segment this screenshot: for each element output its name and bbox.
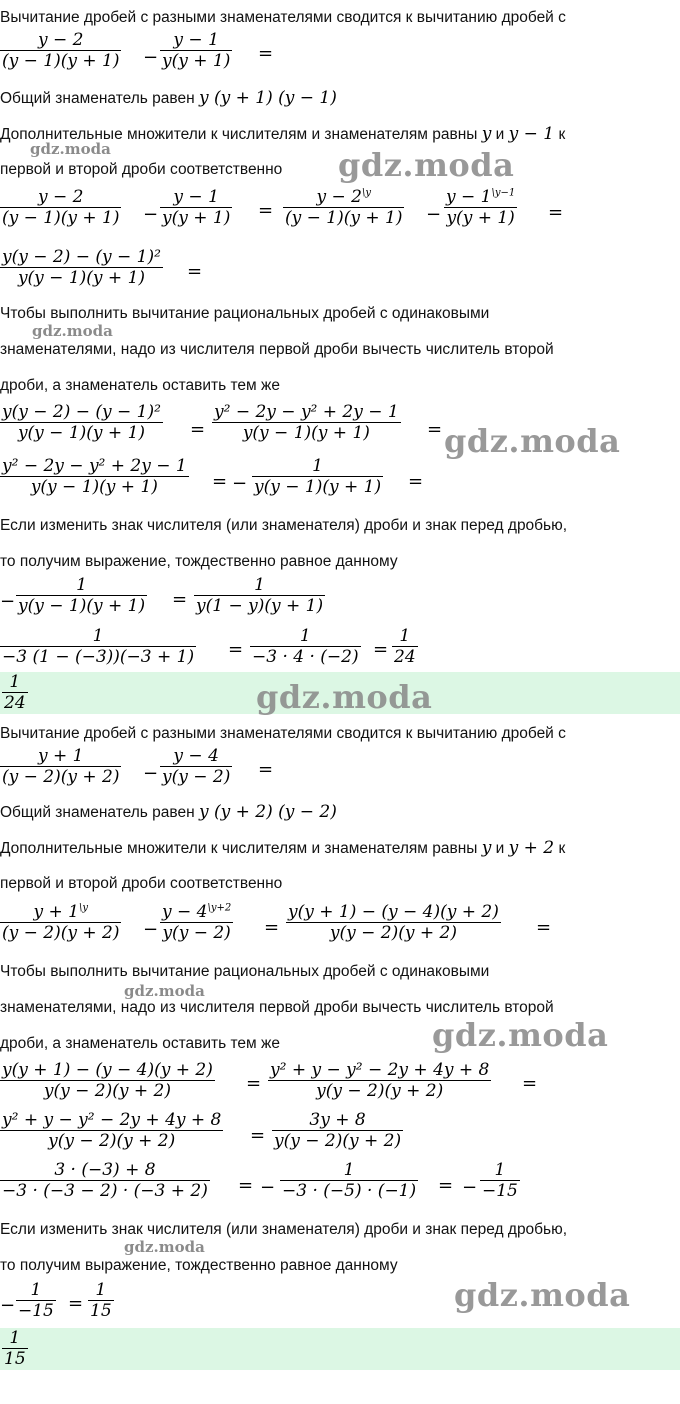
label: Дополнительные множители к числителям и знаменателям равны [0, 126, 478, 143]
expr: y [481, 124, 492, 144]
equals-sign: = [522, 1073, 538, 1094]
denominator: −3 · (−5) · (−1) [282, 1181, 417, 1201]
watermark-big: gdz.moda [432, 1016, 609, 1054]
denominator: y(y − 2)(y + 2) [274, 1131, 402, 1151]
denominator: y(1 − y)(y + 1) [196, 596, 324, 616]
denominator: y(y − 2)(y + 2) [268, 1080, 491, 1101]
factors-text-2b: первой и второй дроби соответственно [0, 875, 283, 892]
equals-sign: = [212, 471, 228, 492]
value: y + 1 [33, 902, 79, 922]
label: и [495, 840, 505, 857]
fraction-expanded-1 [212, 402, 401, 443]
numerator: y − 1 [173, 187, 219, 207]
fraction-result-1 [392, 626, 418, 667]
equals-sign: = [427, 419, 443, 440]
numerator: 1 [494, 1160, 506, 1180]
numerator: 1 [254, 575, 265, 595]
watermark-small: gdz.moda [32, 322, 113, 340]
numerator: 3y + 8 [309, 1110, 366, 1130]
rule-line-2: знаменателями, надо из числителя первой дроби вычесть числитель второй [0, 341, 554, 358]
sign-line-1: Если изменить знак числителя (или знаменателя) дроби и знак перед дробью, [0, 517, 568, 534]
value: y − 2 [316, 187, 362, 207]
numerator: y² − 2y − y² + 2y − 1 [214, 402, 399, 422]
value: y − 1 [446, 187, 492, 207]
numerator: y² − 2y − y² + 2y − 1 [2, 456, 187, 476]
equals-sign: = [250, 1125, 266, 1146]
label: и [495, 126, 505, 143]
value: y − 4 [162, 902, 208, 922]
denominator: −15 [482, 1181, 518, 1201]
numerator: 1 [95, 1280, 107, 1300]
label: к [558, 840, 566, 857]
fraction-substituted-1b [250, 626, 361, 667]
label: Дополнительные множители к числителям и знаменателям равны [0, 840, 478, 857]
numerator: y(y − 2) − (y − 1)² [2, 247, 161, 267]
minus-sign: − [232, 473, 248, 494]
numerator: 1 [30, 1280, 42, 1300]
numerator: y(y + 1) − (y − 4)(y + 2) [2, 1060, 213, 1080]
minus-sign: − [0, 1295, 16, 1316]
denominator: 15 [4, 1349, 26, 1369]
multiplier: \y [78, 902, 88, 914]
numerator: 3 · (−3) + 8 [54, 1160, 156, 1180]
numerator: 1 [399, 626, 411, 646]
sign-line-2-2: то получим выражение, тождественно равное данному [0, 1257, 398, 1274]
denominator: y(y − 2)(y + 2) [286, 922, 501, 943]
denominator: 24 [394, 647, 416, 667]
numerator: 1 [299, 626, 311, 646]
fraction-substituted-2 [0, 1160, 210, 1201]
numerator [444, 187, 517, 207]
fraction-1b [160, 30, 232, 71]
denominator: y(y − 2) [160, 922, 233, 943]
intro-text-1: Вычитание дробей с разными знаменателями сводится к вычитанию дробей с [0, 9, 566, 26]
numerator: 1 [9, 1328, 21, 1348]
minus-sign: − [143, 47, 159, 68]
numerator: y − 2 [38, 30, 84, 50]
watermark-big: gdz.moda [338, 146, 515, 184]
fraction-combined-2 [286, 902, 501, 943]
watermark-big: gdz.moda [256, 678, 433, 716]
numerator: y(y − 2) − (y − 1)² [2, 402, 161, 422]
common-denominator-text [0, 88, 337, 109]
numerator: y − 4 [173, 746, 219, 766]
minus-sign: − [143, 763, 159, 784]
sign-line-2: то получим выражение, тождественно равное данному [0, 553, 398, 570]
equals-sign: = [246, 1073, 262, 1094]
denominator: y(y − 1)(y + 1) [212, 422, 401, 443]
denominator: y(y − 2)(y + 2) [0, 1080, 215, 1101]
numerator: y² + y − y² − 2y + 4y + 8 [270, 1060, 490, 1080]
fraction-combined-1 [0, 247, 163, 288]
factors-text-2 [0, 838, 565, 859]
denominator: −3 · (−3 − 2) · (−3 + 2) [2, 1181, 208, 1201]
fraction-2b-multiplied [160, 902, 233, 943]
denominator: −15 [18, 1301, 54, 1321]
denominator: 15 [90, 1301, 112, 1321]
minus-sign: − [462, 1177, 478, 1198]
watermark-small: gdz.moda [124, 1238, 205, 1256]
fraction-expanded-1 [0, 456, 189, 497]
fraction-1a [0, 30, 121, 71]
expr: y − 1 [508, 124, 555, 144]
equals-sign: = [172, 589, 188, 610]
minus-sign: − [260, 1177, 276, 1198]
denominator: y(y − 1)(y + 1) [18, 596, 146, 616]
numerator [283, 187, 404, 207]
answer-box-2 [0, 1328, 680, 1370]
equals-sign: = [258, 200, 274, 221]
label: Общий знаменатель равен [0, 90, 195, 107]
denominator: y(y + 1) [444, 207, 517, 228]
minus-sign: − [143, 204, 159, 225]
denominator: y(y − 1)(y + 1) [0, 476, 189, 497]
numerator: 1 [92, 626, 104, 646]
fraction-2b [160, 746, 232, 787]
fraction-1b-multiplied [444, 187, 517, 228]
denominator: (y − 2)(y + 2) [2, 923, 120, 943]
denominator: y(y + 1) [162, 208, 231, 228]
equals-sign: = [548, 202, 564, 223]
multiplier: \y−1 [491, 187, 516, 199]
denominator: −3 · 4 · (−2) [252, 647, 359, 667]
denominator: (y − 2)(y + 2) [2, 767, 120, 787]
answer-fraction [2, 672, 28, 713]
rule-line-1-2: Чтобы выполнить вычитание рациональных дробей с одинаковыми [0, 963, 490, 980]
denominator: (y − 1)(y + 1) [2, 208, 120, 228]
equals-sign: = [264, 917, 280, 938]
fraction-1a [0, 187, 121, 228]
fraction-combined-1 [0, 402, 163, 443]
numerator: 1 [343, 1160, 355, 1180]
fraction-substituted-1 [0, 626, 196, 667]
numerator: 1 [9, 672, 21, 692]
expr: y (y + 2) (y − 2) [198, 802, 337, 822]
numerator: y + 1 [38, 746, 84, 766]
numerator [160, 902, 233, 922]
denominator: y(y − 1)(y + 1) [0, 267, 163, 288]
numerator: y − 2 [38, 187, 84, 207]
watermark-big: gdz.moda [454, 1276, 631, 1314]
numerator: y² + y − y² − 2y + 4y + 8 [2, 1110, 222, 1130]
expr: y [481, 838, 492, 858]
rule-line-3-2: дроби, а знаменатель оставить тем же [0, 1035, 281, 1052]
label: к [558, 126, 566, 143]
factors-text-1b: первой и второй дроби соответственно [0, 161, 283, 178]
fraction-2a-multiplied [0, 902, 121, 943]
denominator: (y − 1)(y + 1) [2, 51, 120, 71]
answer-fraction [2, 1328, 28, 1369]
fraction-final-2 [88, 1280, 114, 1321]
common-denominator-text-2 [0, 802, 337, 823]
denominator: (y − 1)(y + 1) [285, 208, 403, 228]
denominator: 24 [4, 693, 26, 713]
numerator: 1 [312, 456, 323, 476]
fraction-flipped-1 [194, 575, 325, 616]
fraction-expanded-2 [268, 1060, 491, 1101]
numerator: y(y + 1) − (y − 4)(y + 2) [288, 902, 499, 922]
watermark-small: gdz.moda [30, 140, 111, 158]
fraction-2a [0, 746, 121, 787]
equals-sign: = [373, 639, 389, 660]
denominator: −3 (1 − (−3))(−3 + 1) [2, 647, 195, 667]
watermark-big: gdz.moda [444, 422, 621, 460]
fraction-neg-1 [16, 575, 147, 616]
fraction-result-2 [480, 1160, 520, 1201]
denominator: y(y − 2)(y + 2) [0, 1130, 223, 1151]
multiplier: \y [361, 187, 371, 199]
fraction-simplified-2 [272, 1110, 403, 1151]
expr: y (y + 1) (y − 1) [198, 88, 337, 108]
minus-sign: − [0, 591, 16, 612]
watermark-small: gdz.moda [124, 982, 205, 1000]
intro-text-2: Вычитание дробей с разными знаменателями сводится к вычитанию дробей с [0, 725, 566, 742]
numerator: 1 [76, 575, 87, 595]
denominator: y(y − 1)(y + 1) [254, 477, 382, 497]
equals-sign: = [68, 1293, 84, 1314]
equals-sign: = [258, 43, 274, 64]
denominator: y(y − 1)(y + 1) [0, 422, 163, 443]
denominator: y(y − 2) [162, 767, 231, 787]
numerator: y − 1 [173, 30, 219, 50]
equals-sign: = [238, 1175, 254, 1196]
equals-sign: = [228, 639, 244, 660]
rule-line-1: Чтобы выполнить вычитание рациональных дробей с одинаковыми [0, 305, 490, 322]
sign-line-1-2: Если изменить знак числителя (или знаменателя) дроби и знак перед дробью, [0, 1221, 568, 1238]
multiplier: \y+2 [207, 902, 232, 914]
numerator [0, 902, 121, 922]
expr: y + 2 [508, 838, 555, 858]
rule-line-2-2: знаменателями, надо из числителя первой дроби вычесть числитель второй [0, 999, 554, 1016]
fraction-result-2 [16, 1280, 56, 1321]
fraction-substituted-2b [280, 1160, 418, 1201]
minus-sign: − [143, 919, 159, 940]
fraction-1a-multiplied [283, 187, 404, 228]
equals-sign: = [190, 419, 206, 440]
minus-sign: − [426, 204, 442, 225]
rule-line-3: дроби, а знаменатель оставить тем же [0, 377, 281, 394]
equals-sign: = [408, 471, 424, 492]
equals-sign: = [258, 759, 274, 780]
fraction-expanded-2 [0, 1110, 223, 1151]
fraction-combined-2 [0, 1060, 215, 1101]
fraction-1b [160, 187, 232, 228]
fraction-neg-1 [252, 456, 383, 497]
equals-sign: = [438, 1175, 454, 1196]
equals-sign: = [187, 261, 203, 282]
denominator: y(y + 1) [162, 51, 231, 71]
label: Общий знаменатель равен [0, 804, 195, 821]
equals-sign: = [536, 917, 552, 938]
